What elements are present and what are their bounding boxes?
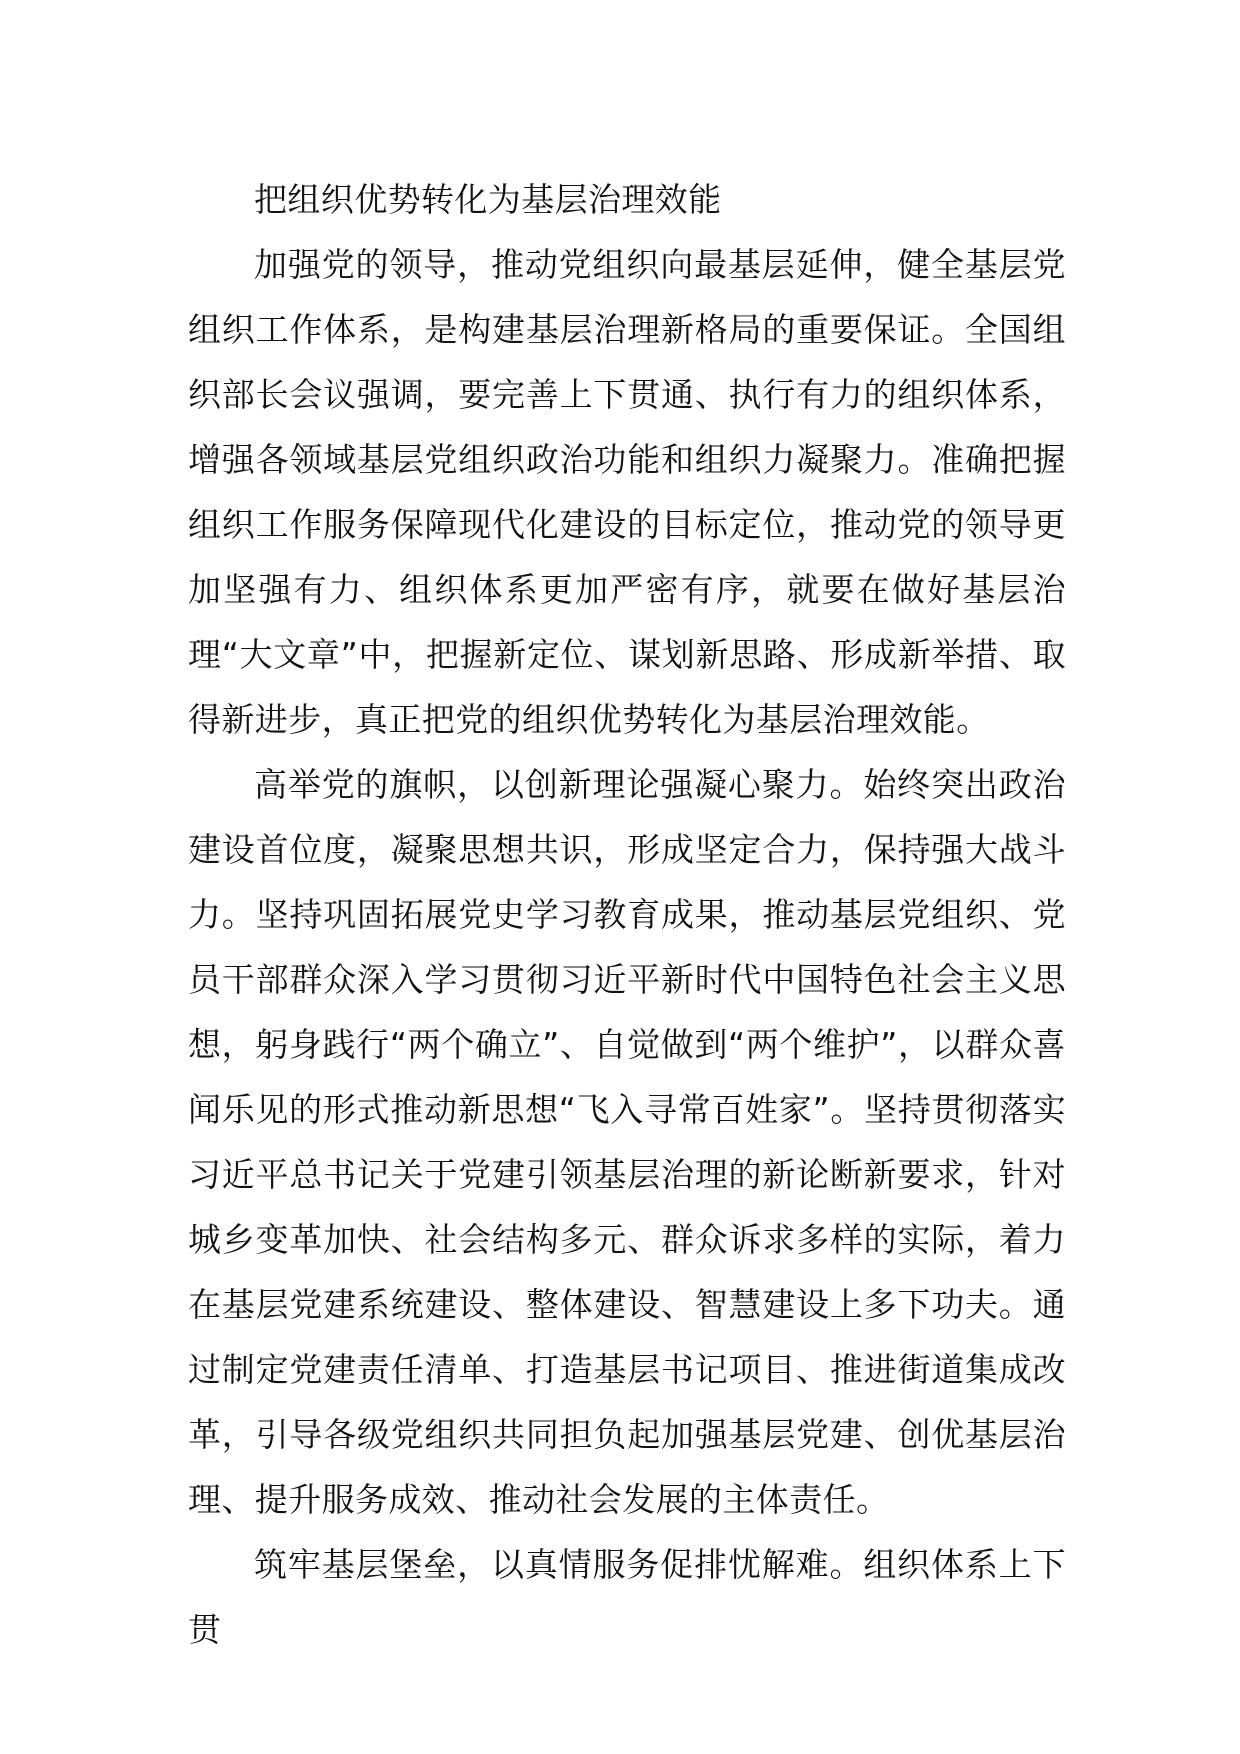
paragraph-3: 筑牢基层堡垒，以真情服务促排忧解难。组织体系上下贯: [188, 1545, 1066, 1649]
document-body: [188, 167, 1066, 1662]
document-title: 把组织优势转化为基层治理效能: [254, 180, 722, 219]
paragraph-2: 高举党的旗帜，以创新理论强凝心聚力。始终突出政治建设首位度，凝聚思想共识，形成坚定合力，保持强大战斗力。坚持巩固拓展党史学习教育成果，推动基层党组织、党员干部群众深入学习贯彻习近平新时代中国特色社会主义思想，躬身践行“两个确立”、自觉做到“两个维护”，以群众喜闻乐见的形式推动新思想“飞入寻常百姓家”。坚持贯彻落实习近平总书记关于党建引领基层治理的新论断新要求，针对城乡变革加快、社会结构多元、群众诉求多样的实际，着力在基层党建系统建设、整体建设、智慧建设上多下功夫。通过制定党建责任清单、打造基层书记项目、推进街道集成改革，引导各级党组织共同担负起加强基层党建、创优基层治理、提升服务成效、推动社会发展的主体责任。: [188, 765, 1066, 1519]
paragraph-1: 加强党的领导，推动党组织向最基层延伸，健全基层党组织工作体系，是构建基层治理新格局的重要保证。全国组织部长会议强调，要完善上下贯通、执行有力的组织体系，增强各领域基层党组织政治功能和组织力凝聚力。准确把握组织工作服务保障现代化建设的目标定位，推动党的领导更加坚强有力、组织体系更加严密有序，就要在做好基层治理“大文章”中，把握新定位、谋划新思路、形成新举措、取得新进步，真正把党的组织优势转化为基层治理效能。: [188, 245, 1066, 739]
